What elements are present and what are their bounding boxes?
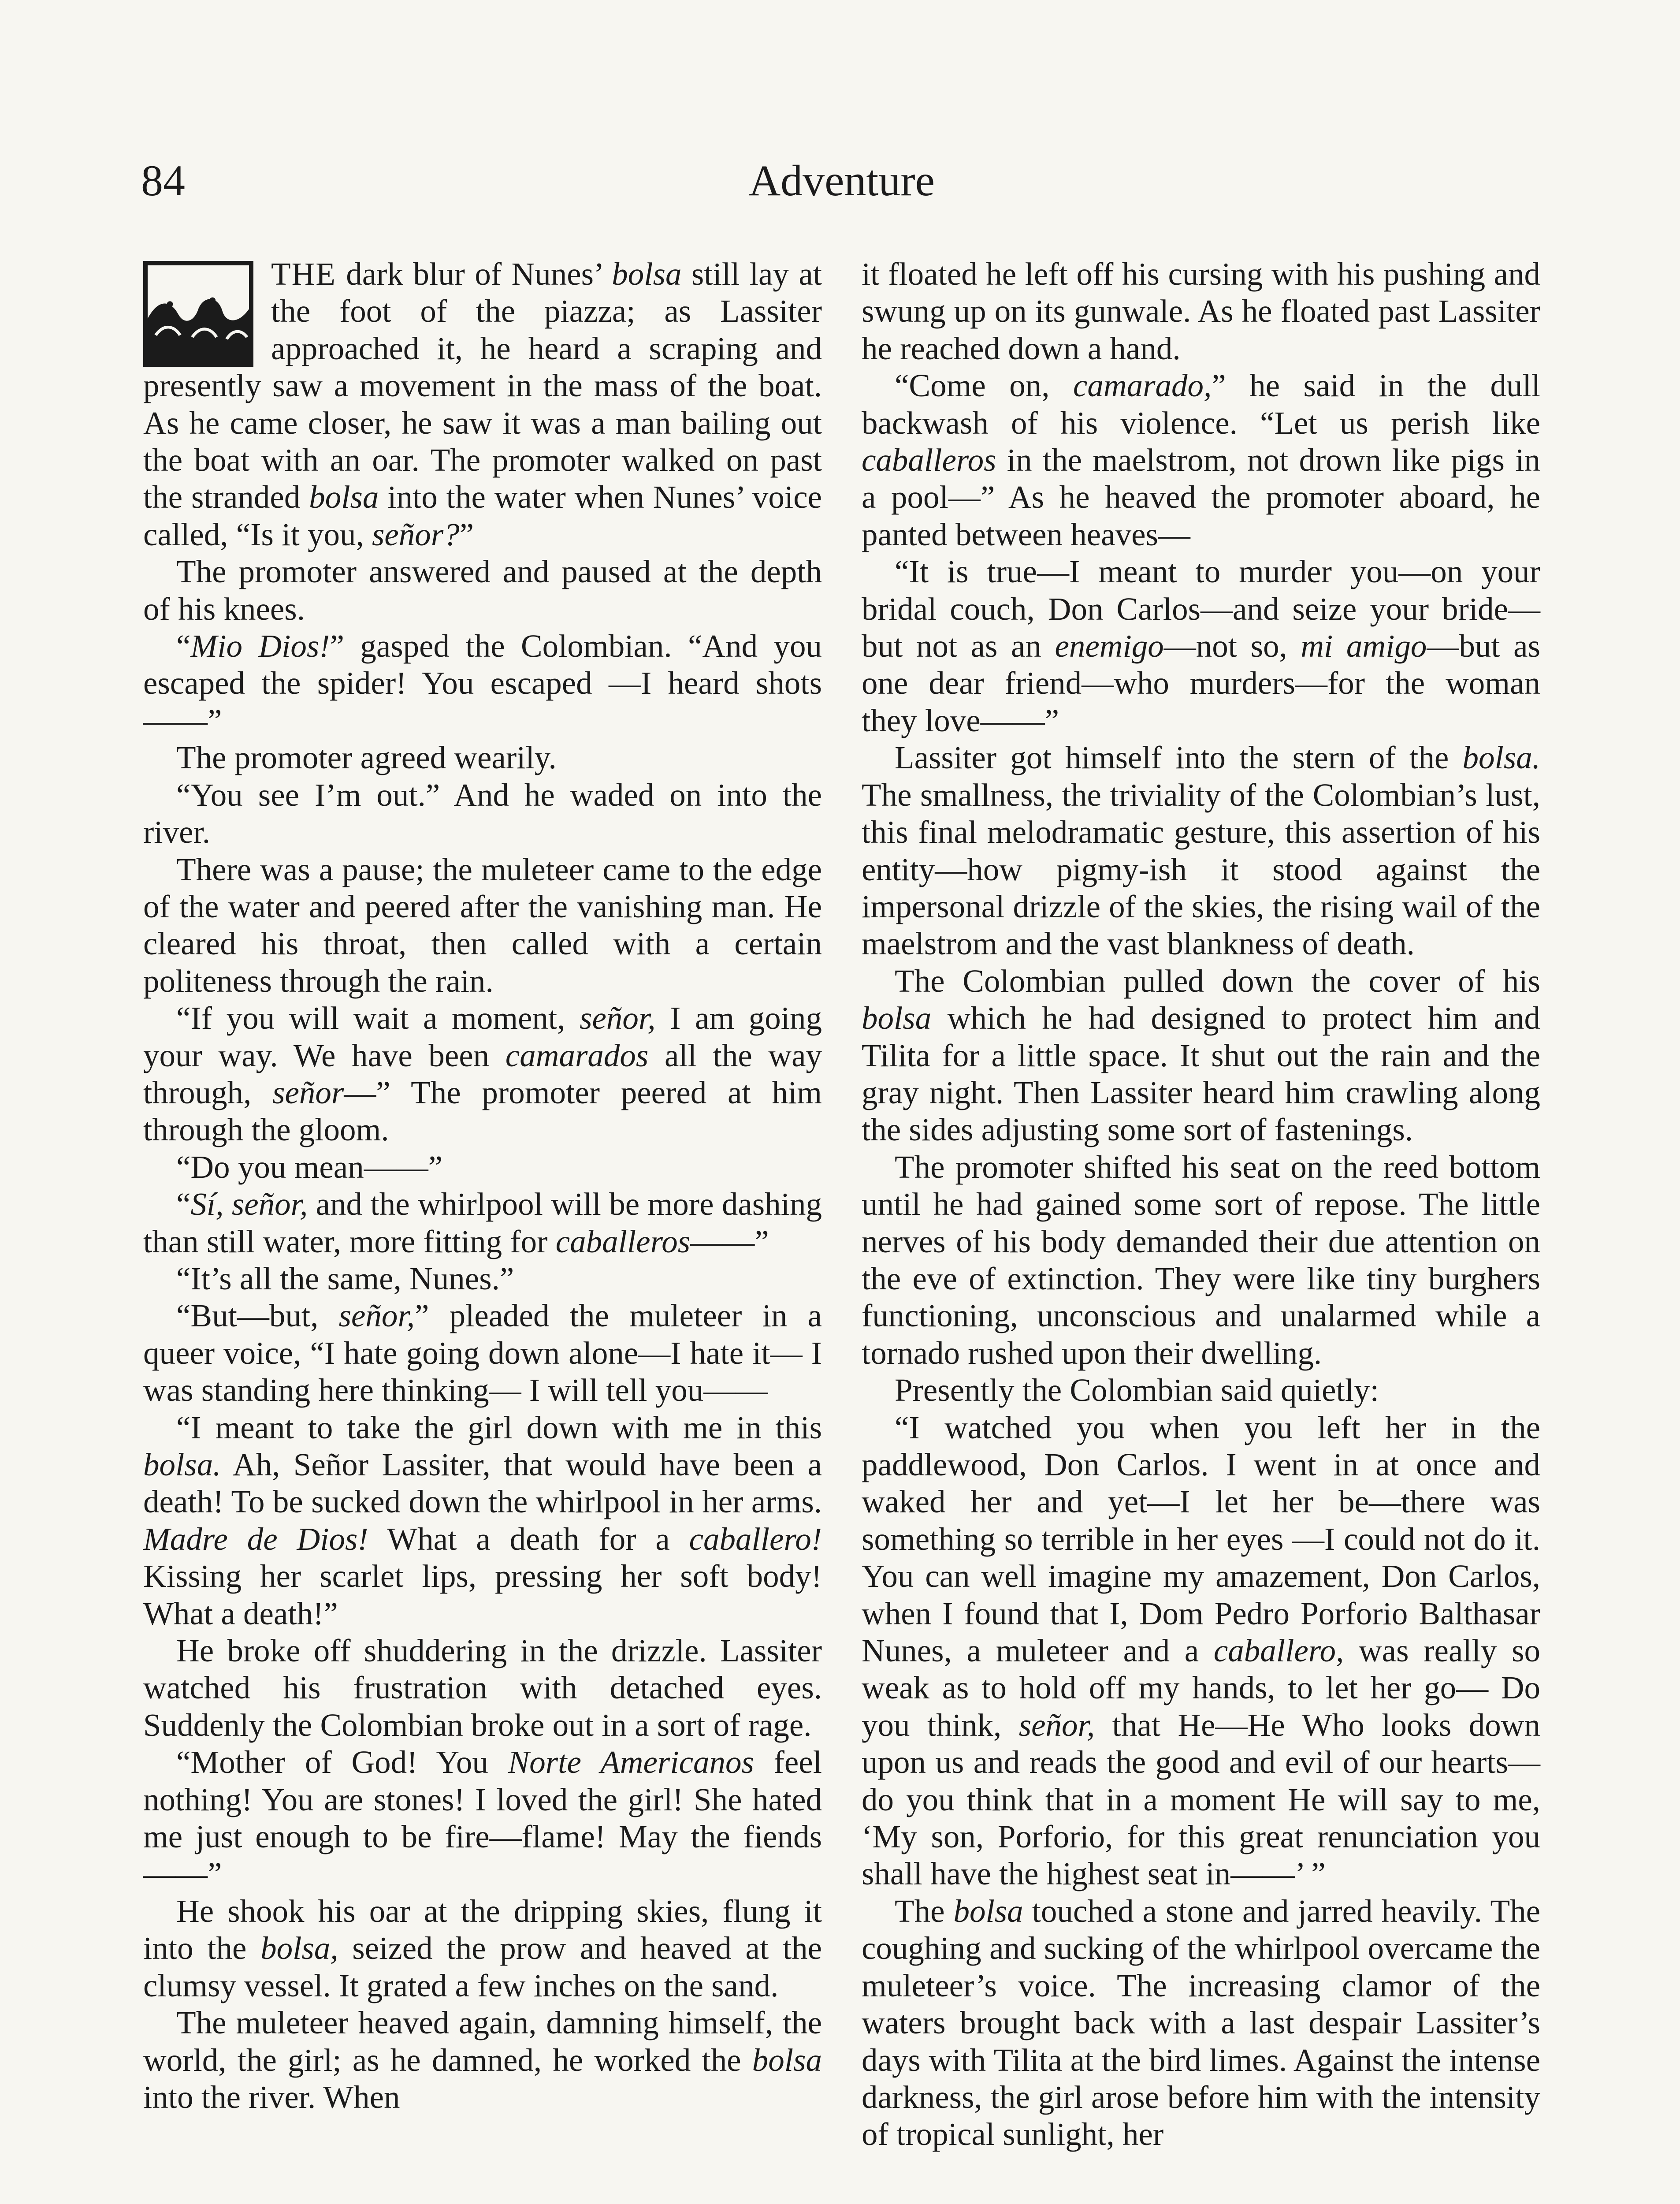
paragraph (143, 739, 822, 776)
italic-text: bolsa, (260, 1930, 338, 1966)
paragraph (862, 1409, 1540, 1893)
text-run: was really so weak as to hold off my hands, to let her go— Do you think, (862, 1633, 1540, 1743)
paragraph (143, 1186, 822, 1260)
paragraph (143, 553, 822, 628)
italic-text: Norte Americanos (508, 1744, 754, 1780)
text-run: “Come on, (895, 368, 1073, 404)
text-run: “I watched you when you left her in the paddlewood, Don Carlos. I went in at once and waked her and yet—I let her be—there was something so terrible in her eyes —I could not do it. You can well imagine my amazement, Don Carlos, when I found that I, Dom Pedro Porforio Balthasar Nunes, a muleteer and a (862, 1409, 1540, 1669)
italic-text: bolsa (752, 2042, 822, 2078)
italic-text: bolsa (862, 1000, 932, 1036)
text-run: I am going your way. We have been (143, 1000, 822, 1073)
text-run: Presently the Colombian said quietly: (895, 1372, 1379, 1408)
text-run: He shook his oar at the dripping skies, flung it into the (143, 1893, 822, 1966)
text-run: “Mother of God! You (176, 1744, 508, 1780)
italic-text: Mio Dios! (190, 628, 330, 664)
text-run: into the water when Nunes’ voice called, “Is it you, (143, 479, 822, 552)
text-run: that He—He Who looks down upon us and reads the good and evil of our hearts—do you think that in a moment He will say to me, ‘My son, Porforio, for this great renunciation you shall have the highest seat in——’ ” (862, 1707, 1540, 1892)
italic-text: señor, (338, 1298, 415, 1334)
text-run: “If you will wait a moment, (176, 1000, 580, 1036)
paragraph (862, 1372, 1540, 1409)
text-run: “I meant to take the girl down with me in this (176, 1409, 822, 1445)
paragraph (143, 1297, 822, 1409)
text-run: The smallness, the triviality of the Colombian’s lust, this final melodramatic gesture, this assertion of his entity—how pigmy-ish it stood against the impersonal drizzle of the skies, the rising wail of the maelstrom and the vast blankness of death. (862, 777, 1540, 962)
italic-text: bolsa. (1462, 740, 1540, 776)
paragraph (862, 367, 1540, 553)
text-run: There was a pause; the muleteer came to the edge of the water and peered after the vanishing man. He cleared his throat, then called with a certain politeness through the rain. (143, 851, 822, 999)
paragraph (143, 1409, 822, 1632)
italic-text: Madre de Dios! (143, 1521, 368, 1557)
italic-text: camarado, (1073, 368, 1212, 404)
paragraph (143, 628, 822, 739)
italic-text: bolsa (953, 1893, 1023, 1929)
page-number: 84 (141, 156, 185, 205)
paragraph (862, 739, 1540, 962)
text-run: seized the prow and heaved at the clumsy vessel. It grated a few inches on the sand. (143, 1930, 822, 2003)
text-run: in the maelstrom, not drown like pigs in a pool—” As he heaved the promoter aboard, he panted between heaves— (862, 442, 1540, 552)
text-run: The promoter shifted his seat on the reed bottom until he had gained some sort of repose. The little nerves of his body demanded their due attention on the eve of extinction. They were like tiny burghers functioning, unconscious and unalarmed while a tornado rushed upon their dwelling. (862, 1149, 1540, 1371)
decorative-initial-wave-icon (143, 261, 253, 367)
italic-text: caballeros (862, 442, 996, 478)
paragraph (143, 1744, 822, 1893)
paragraph (862, 553, 1540, 739)
text-run: ” pleaded the muleteer in a queer voice, “I hate going down alone—I hate it— I was standing here thinking— I will tell you—— (143, 1298, 822, 1408)
text-run: it floated he left off his cursing with his pushing and swung up on its gunwale. As he floated past Lassiter he reached down a hand. (862, 256, 1540, 366)
text-run: ” he said in the dull backwash of his violence. “Let us perish like (862, 368, 1541, 441)
text-run: which he had designed to protect him and Tilita for a little space. It shut out the rain and the gray night. Then Lassiter heard him crawling along the sides adjusting some sort of fastenings. (862, 1000, 1540, 1148)
text-run: still lay at the foot of the piazza; as Lassiter approached it, he heard a scraping and presently saw a movement in the mass of the boat. As he came closer, he saw it was a man bailing out the boat with an oar. The promoter walked on past the stranded (143, 256, 822, 515)
text-run: “ (176, 1186, 191, 1222)
text-run: He broke off shuddering in the drizzle. Lassiter watched his frustration with detached eyes. Suddenly the Colombian broke out in a sort of rage. (143, 1633, 822, 1743)
italic-text: señor, (580, 1000, 656, 1036)
italic-text: bolsa (309, 479, 379, 515)
text-run: feel nothing! You are stones! I loved the girl! She hated me just enough to be fire—flame! May the fiends——” (143, 1744, 822, 1892)
italic-text: caballeros (555, 1223, 691, 1259)
text-run: Ah, Señor Lassiter, that would have been a death! To be sucked down the whirlpool in her arms. (143, 1447, 822, 1520)
italic-text: bolsa. (143, 1447, 221, 1482)
text-run: —but as one dear friend—who murders—for the woman they love——” (862, 628, 1540, 738)
text-run: into the river. When (143, 2079, 400, 2115)
right-text-column (862, 256, 1540, 2153)
text-run: The promoter answered and paused at the depth of his knees. (143, 554, 822, 627)
text-run: touched a stone and jarred heavily. The coughing and sucking of the whirlpool overcame the muleteer’s voice. The increasing clamor of the waters brought back with a last despair Lassiter’s days with Tilita at the bird limes. Against the intense darkness, the girl arose before him with the intensity of tropical sunlight, her (862, 1893, 1540, 2152)
italic-text: bolsa (612, 256, 682, 292)
text-run: The promoter agreed wearily. (176, 740, 557, 776)
paragraph (862, 1149, 1540, 1372)
text-run: —not so, (1163, 628, 1301, 664)
page-header (141, 156, 1542, 229)
paragraph (143, 777, 822, 851)
text-run: ——” (690, 1223, 769, 1259)
text-run: and the whirlpool will be more dashing than still water, more fitting for (143, 1186, 822, 1259)
paragraph (143, 2004, 822, 2116)
text-run: ” (459, 516, 474, 552)
paragraph (143, 851, 822, 1000)
text-run: “But—but, (176, 1298, 339, 1334)
running-title: Adventure (748, 156, 935, 205)
text-run: THE (271, 256, 336, 292)
text-run: What a death for a (368, 1521, 689, 1557)
text-run: “It’s all the same, Nunes.” (176, 1260, 514, 1296)
text-run: The Colombian pulled down the cover of his (895, 963, 1540, 999)
text-run: “You see I’m out.” And he waded on into the river. (143, 777, 822, 850)
text-run: —” The promoter peered at him through the gloom. (143, 1074, 822, 1148)
text-run: The (895, 1893, 954, 1929)
text-run: “ (176, 628, 191, 664)
paragraph (143, 1893, 822, 2004)
text-run: dark blur of Nunes’ (336, 256, 612, 292)
text-run: all the way through, (143, 1037, 822, 1110)
italic-text: Sí, señor, (190, 1186, 308, 1222)
paragraph (862, 1893, 1540, 2153)
paragraph (143, 1149, 822, 1186)
text-run: The muleteer heaved again, damning himself, the world, the girl; as he damned, he worked the (143, 2005, 822, 2078)
left-text-column (143, 256, 822, 2116)
text-run: ” gasped the Colombian. “And you escaped the spider! You escaped —I heard shots——” (143, 628, 822, 738)
italic-text: señor (272, 1074, 344, 1110)
text-run: “Do you mean——” (176, 1149, 443, 1185)
text-run: Lassiter got himself into the stern of the (895, 740, 1463, 776)
paragraph (862, 256, 1540, 367)
paragraph (143, 1000, 822, 1149)
text-run: “It is true—I meant to murder you—on your bridal couch, Don Carlos—and seize your bride—but not as an (862, 554, 1540, 664)
paragraph (862, 963, 1540, 1149)
italic-text: camarados (505, 1037, 649, 1073)
paragraph (143, 1632, 822, 1744)
italic-text: señor, (1018, 1707, 1095, 1743)
italic-text: caballero! (689, 1521, 822, 1557)
italic-text: enemigo (1055, 628, 1164, 664)
paragraph (143, 1260, 822, 1297)
italic-text: señor? (372, 516, 460, 552)
italic-text: mi amigo (1301, 628, 1427, 664)
italic-text: caballero, (1213, 1633, 1344, 1669)
text-run: Kissing her scarlet lips, pressing her soft body! What a death!” (143, 1558, 822, 1631)
